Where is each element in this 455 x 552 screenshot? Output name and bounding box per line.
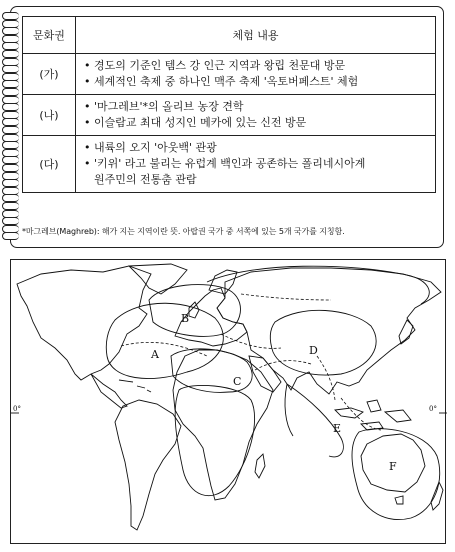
region-b-label: B	[181, 312, 190, 325]
region-f-label: F	[389, 460, 397, 473]
greenland-landmass	[129, 264, 187, 294]
list-item: • 내륙의 오지 '아웃백' 관광	[84, 141, 217, 154]
list-item: • '마그레브'*의 올리브 농장 견학	[84, 100, 244, 113]
table-header-row	[23, 17, 436, 54]
row-content	[76, 54, 436, 95]
list-item: • 세계적인 축제 중 하나인 맥주 축제 '옥토버페스트' 체험	[84, 75, 359, 88]
caribbean-islands	[119, 380, 151, 392]
japan-islands	[399, 320, 413, 344]
southeast-asia-islands	[335, 400, 411, 430]
map-drawing	[11, 260, 447, 545]
header-culture-region: 문화권	[23, 17, 76, 54]
binding-ring	[2, 232, 19, 240]
binding-ring	[2, 141, 19, 149]
list-item-continuation: 원주민의 전통춤 관람	[94, 173, 197, 186]
binding-ring	[2, 103, 19, 111]
row-label: (나)	[23, 95, 76, 136]
tasmania	[395, 496, 403, 504]
binding-ring	[2, 179, 19, 187]
dashed-boundary-2	[221, 334, 281, 348]
list-item: • 경도의 기준인 템스 강 인근 지역과 왕립 천문대 방문	[84, 59, 346, 72]
region-c-south-boundary	[175, 385, 254, 495]
region-a-label: A	[151, 348, 159, 361]
footnote: *마그레브(Maghreb): 해가 지는 지역이란 뜻. 아랍권 국가 중 서쪽에 있는 5개 국가를 지칭함.	[22, 227, 345, 236]
binding-ring	[2, 164, 19, 172]
binding-ring	[2, 202, 19, 210]
binding-ring	[2, 50, 19, 58]
south-america-landmass	[115, 400, 181, 530]
row-content	[76, 136, 436, 193]
spiral-binding	[0, 6, 16, 246]
equator-label-left: 0°	[13, 405, 21, 413]
binding-ring	[2, 88, 19, 96]
dashed-boundary-6	[241, 294, 331, 300]
header-experience: 체험 내용	[76, 17, 436, 54]
region-d-label: D	[309, 344, 318, 357]
experience-table	[22, 16, 436, 193]
binding-ring	[2, 27, 19, 35]
row-content	[76, 95, 436, 136]
arabian-peninsula	[249, 356, 281, 392]
equator-label-right: 0°	[429, 405, 437, 413]
table-row	[23, 95, 436, 136]
table-row	[23, 136, 436, 193]
table-row	[23, 54, 436, 95]
africa-landmass	[173, 350, 273, 500]
list-item: • 이슬람교 최대 성지인 메카에 있는 신전 방문	[84, 116, 307, 129]
binding-ring	[2, 126, 19, 134]
binding-ring	[2, 217, 19, 225]
central-america-landmass	[91, 374, 127, 408]
north-america-landmass	[17, 266, 151, 380]
binding-ring	[2, 65, 19, 73]
dashed-boundary-4	[317, 356, 335, 400]
region-e-boundary	[285, 384, 343, 457]
dashed-boundary-3	[255, 361, 311, 370]
row-label: (다)	[23, 136, 76, 193]
list-item: • '키위' 라고 불리는 유럽계 백인과 공존하는 폴리네시아계	[84, 157, 366, 170]
binding-ring	[2, 12, 19, 20]
row-label: (가)	[23, 54, 76, 95]
new-zealand	[431, 482, 443, 510]
region-north-boundary	[207, 266, 429, 304]
region-e-label: E	[333, 422, 342, 435]
region-c-label: C	[233, 375, 242, 388]
world-map	[10, 259, 446, 544]
madagascar-landmass	[255, 454, 265, 478]
